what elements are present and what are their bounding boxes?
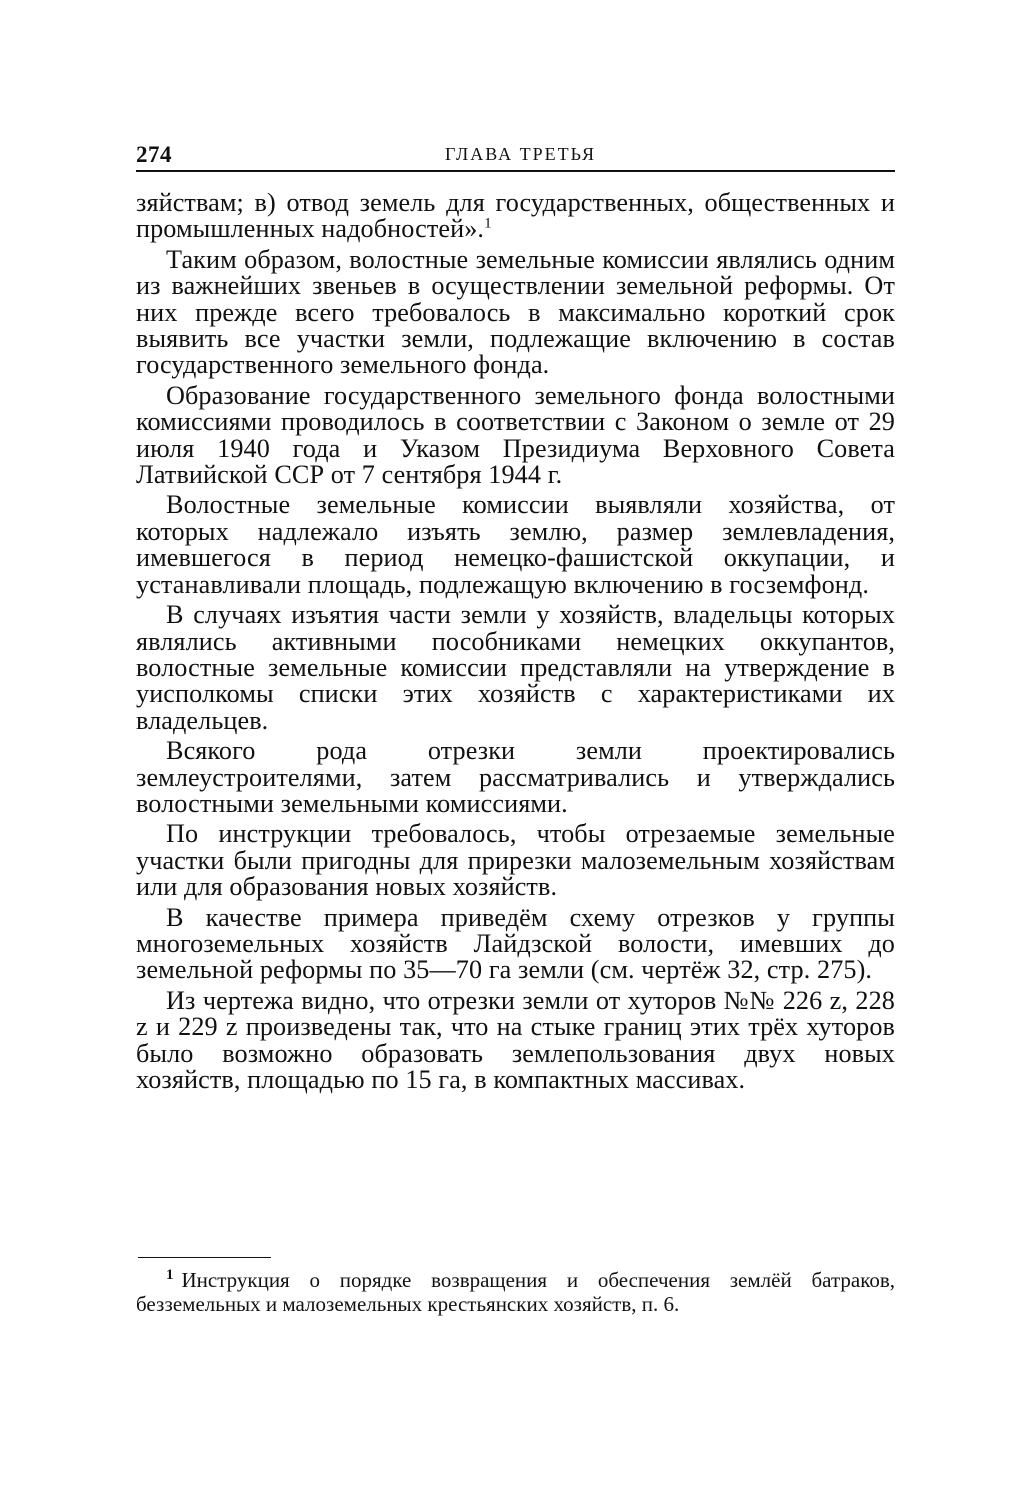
paragraph: В случаях изъятия части земли у хозяйств, владельцы которых являлись активными пособниками немецких оккупантов, волостные земельные комиссии представляли на утверждение в уисполкомы списки этих хозяйств с характеристиками их владельцев. (136, 600, 895, 735)
paragraph: Всякого рода отрезки земли проектировались землеустроителями, затем рассматривались и утверждались волостными земельными комиссиями. (136, 736, 895, 818)
footnote-reference: 1 (484, 215, 492, 232)
paragraph (136, 190, 895, 243)
footnote-paragraph (136, 1268, 895, 1316)
footnote-marker: 1 (166, 1267, 174, 1283)
paragraph: Таким образом, волостные земельные комиссии являлись одним из важнейших звеньев в осуществлении земельной реформы. От них прежде всего требовалось в максимально короткий срок выявить все участки земли, подлежащие включению в состав государственного земельного фонда. (136, 244, 895, 380)
footnote (136, 1268, 895, 1316)
paragraph-text: зяйствам; в) отвод земель для государственных, общественных и промышленных надобностей». (136, 188, 895, 244)
footnote-text: Инструкция о порядке возвращения и обеспечения землёй батраков, безземельных и малоземельных крестьянских хозяйств, п. 6. (136, 1268, 895, 1316)
paragraph: Из чертежа видно, что отрезки земли от хуторов №№ 226 z, 228 z и 229 z произведены так, что на стыке границ этих трёх хуторов было возможно образовать землепользования двух новых хозяйств, площадью по 15 га, в компактных массивах. (136, 985, 895, 1094)
running-head: ГЛАВА ТРЕТЬЯ (444, 144, 596, 164)
body-text (136, 190, 895, 1097)
paragraph: В качестве примера приведём схему отрезков у группы многоземельных хозяйств Лайдзской волости, имевших до земельной реформы по 35—70 га земли (см. чертёж 32, стр. 275). (136, 902, 895, 985)
page-number: 274 (136, 142, 172, 167)
paragraph: По инструкции требовалось, чтобы отрезаемые земельные участки были пригодны для прирезки малоземельным хозяйствам или для образования новых хозяйств. (136, 819, 895, 902)
paragraph: Волостные земельные комиссии выявляли хозяйства, от которых надлежало изъять землю, размер землевладения, имевшегося в период немецко-фашистской оккупации, и устанавливали площадь, подлежащую включению в госземфонд. (136, 490, 895, 599)
paragraph: Образование государственного земельного фонда волостными комиссиями проводилось в соответствии с Законом о земле от 29 июля 1940 года и Указом Президиума Верховного Совета Латвийской ССР от 7 сентября 1944 г. (136, 380, 895, 490)
footnote-divider (138, 1257, 271, 1258)
page-header (136, 138, 895, 172)
